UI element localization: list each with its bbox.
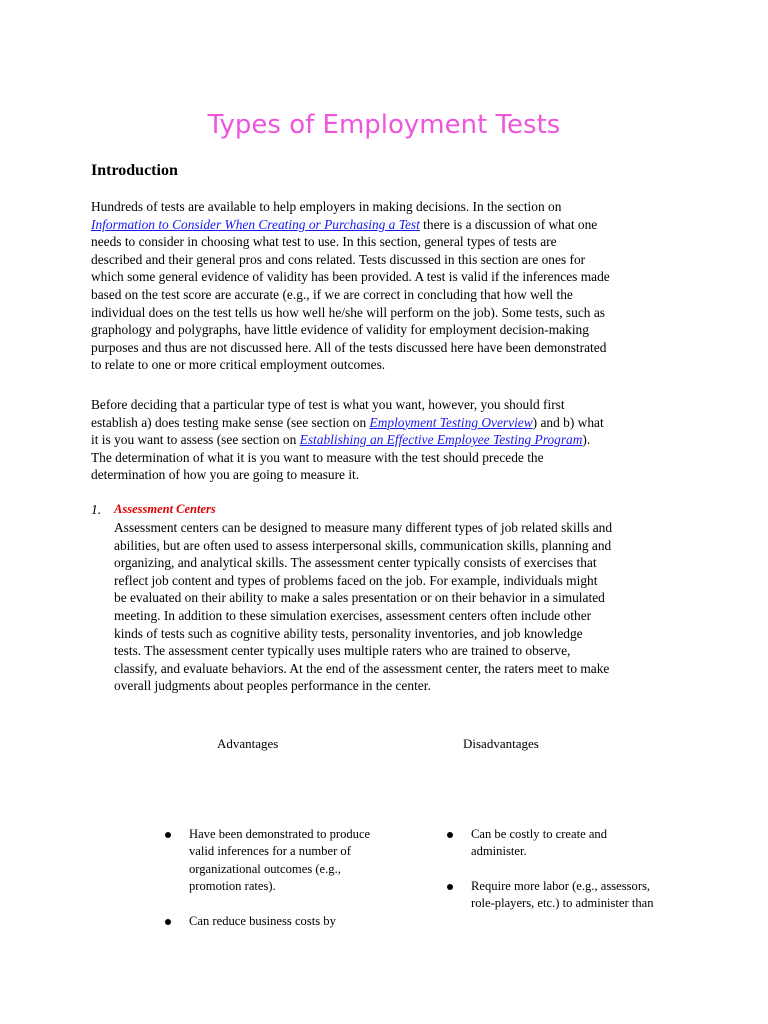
text-line [91,414,691,432]
text-line: be evaluated on their ability to make a sales presentation or on their behavior in a simulated [114,590,605,606]
text-span: ). [582,432,591,448]
text-line: overall judgments about peoples performance in the center. [114,678,431,694]
text-span: establish a) does testing make sense (see section on [91,414,370,430]
text-line: Assessment centers can be designed to measure many different types of job related skills and [114,520,613,535]
text-line: to relate to one or more critical employment outcomes. [91,357,386,373]
text-line: Have been demonstrated to produce [189,827,371,841]
link-information-to-consider[interactable]: Information to Consider When Creating or Purchasing a Test [91,216,420,232]
text-line [91,431,691,449]
text-line: meeting. In addition to these simulation exercises, assessment centers often include other [114,607,592,623]
text-span: it is you want to assess (see section on [91,432,300,448]
text-line: graphology and polygraphs, have little evidence of validity for employment decision-making [91,322,589,338]
text-line: administer. [471,844,527,859]
text-span: ) and b) what [532,414,604,430]
text-span: there is a discussion of what one [419,216,598,232]
text-line: abilities, but are often used to assess interpersonal skills, communication skills, planning and [114,537,612,553]
text-line: kinds of tests such as cognitive ability tests, personality inventories, and job knowledge [114,625,583,641]
bullet-icon [165,919,171,925]
text-line: Require more labor (e.g., assessors, [471,878,651,893]
bullet-icon [447,832,453,838]
text-line: Before deciding that a particular type of test is what you want, however, you should first [91,397,565,412]
section-title: Assessment Centers [114,502,216,516]
text-line: The determination of what it is you want to measure with the test should precede the [91,449,544,465]
text-line: organizational outcomes (e.g., [189,861,341,876]
text-line: individual does on the test tells us how well he/she will perform on the job). Some tests, such as [91,304,605,320]
text-line: determination of how you are going to measure it. [91,467,360,483]
text-line: Can reduce business costs by [189,913,336,928]
section-body [114,519,684,695]
text-line: described and their general pros and cons related. Tests discussed in this section are ones for [91,251,586,267]
link-establishing-testing-program[interactable]: Establishing an Effective Employee Testing Program [299,432,583,448]
text-line: tests. The assessment center typically uses multiple raters who are trained to observe, [114,643,571,659]
text-line: needs to consider in choosing what test to use. In this section, general types of tests are [91,234,557,250]
list-item [165,826,425,896]
text-line: valid inferences for a number of [189,844,351,859]
list-item [447,878,707,913]
page-title: Types of Employment Tests [207,110,561,140]
text-line: Hundreds of tests are available to help employers in making decisions. In the section on [91,199,562,214]
text-line: based on the test score are accurate (e.g., if we are correct in concluding that how well the [91,286,573,302]
text-line: classify, and evaluate behaviors. At the end of the assessment center, the raters meet to make [114,660,610,676]
text-line: purposes and thus are not discussed here. All of the tests discussed here have been demonstrated [91,339,607,355]
advantages-heading: Advantages [217,736,279,751]
text-line: reflect job content and types of problems faced on the job. For example, individuals might [114,572,598,588]
text-line: Can be costly to create and [471,827,608,841]
introduction-heading: Introduction [91,162,178,179]
bullet-icon [165,832,171,838]
disadvantages-heading: Disadvantages [463,736,539,751]
list-item [165,913,425,930]
text-line: which some general evidence of validity has been provided. A test is valid if the inferences made [91,269,610,285]
text-line: organizing, and analytical skills. The assessment center typically consists of exercises that [114,555,597,571]
text-line: promotion rates). [189,879,276,894]
list-item [447,826,707,861]
text-line [91,216,691,234]
disadvantages-list [447,826,707,930]
intro-paragraph-1 [91,198,691,374]
advantages-list [165,826,425,947]
link-employment-testing-overview[interactable]: Employment Testing Overview [369,414,533,430]
section-number: 1. [91,502,102,517]
text-line: role-players, etc.) to administer than [471,896,654,911]
intro-paragraph-2 [91,396,691,484]
bullet-icon [447,884,453,890]
